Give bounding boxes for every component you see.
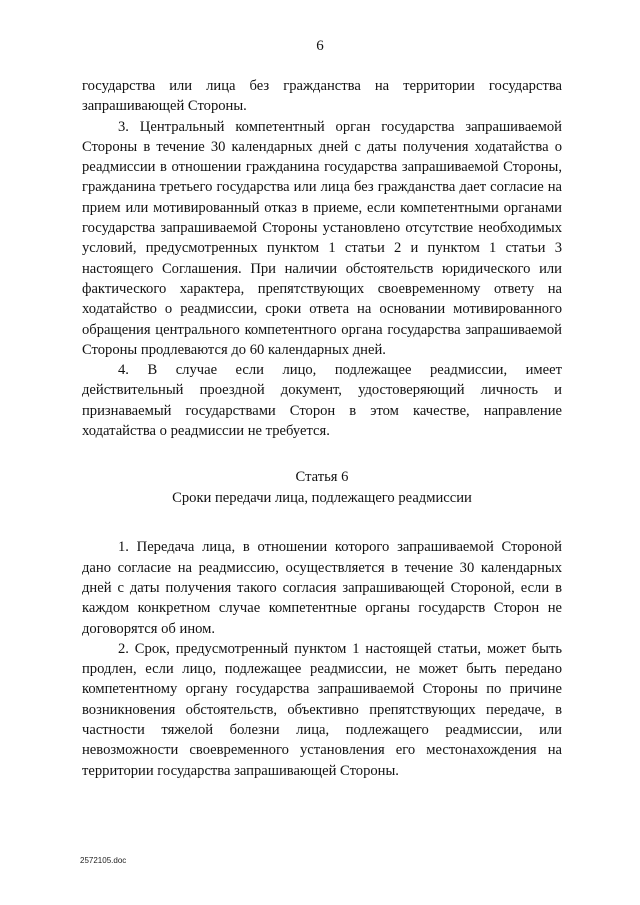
article-number: Статья 6 — [295, 469, 349, 486]
paragraph-continuation: государства или лица без гражданства на территории государства запрашивающей Стороны. — [82, 78, 562, 115]
paragraph-article6-clause-2: 2. Срок, предусмотренный пунктом 1 настоящей статьи, может быть продлен, если лицо, подлежащее реадмиссии, не может быть передано компетентному органу государства запрашиваемой Стороны по причине возникновения обстоятельств, объективно препятствующих передаче, в частности тяжелой болезни лица, подлежащего реадмиссии, или невозможности своевременного установления его местонахождения на территории государства запрашивающей Стороны. — [82, 640, 562, 779]
article-heading — [82, 467, 562, 509]
article-title: Сроки передачи лица, подлежащего реадмиссии — [172, 490, 472, 507]
paragraph-clause-4: 4. В случае если лицо, подлежащее реадмиссии, имеет действительный проездной документ, удостоверяющий личность и признаваемый государствами Сторон в этом качестве, направление ходатайства о реадмиссии не требуется. — [82, 362, 562, 440]
paragraph-article6-clause-1: 1. Передача лица, в отношении которого запрашиваемой Стороной дано согласие на реадмиссию, осуществляется в течение 30 календарных дней с даты получения такого согласия запрашивающей Стороной, если в каждом конкретном случае компетентные органы государств Сторон не договорятся об ином. — [82, 539, 562, 637]
footer-filename: 2572105.doc — [80, 856, 127, 865]
document-body — [82, 76, 562, 781]
page-number: 6 — [316, 38, 324, 54]
paragraph-clause-3: 3. Центральный компетентный орган государства запрашиваемой Стороны в течение 30 календарных дней с даты получения ходатайства о реадмиссии в отношении гражданина государства запрашиваемой Стороны, гражданина третьего государства или лица без гражданства дает согласие на прием или мотивированный отказ в приеме, если компетентными органами государства запрашиваемой Стороны установлено отсутствие необходимых условий, предусмотренных пунктом 1 статьи 2 и пунктом 1 статьи 3 настоящего Соглашения. При наличии обстоятельств юридического или фактического характера, препятствующих своевременному ответу на ходатайство о реадмиссии, сроки ответа на основании мотивированного обращения центрального компетентного органа государства запрашиваемой Стороны продлеваются до 60 календарных дней. — [82, 118, 562, 358]
